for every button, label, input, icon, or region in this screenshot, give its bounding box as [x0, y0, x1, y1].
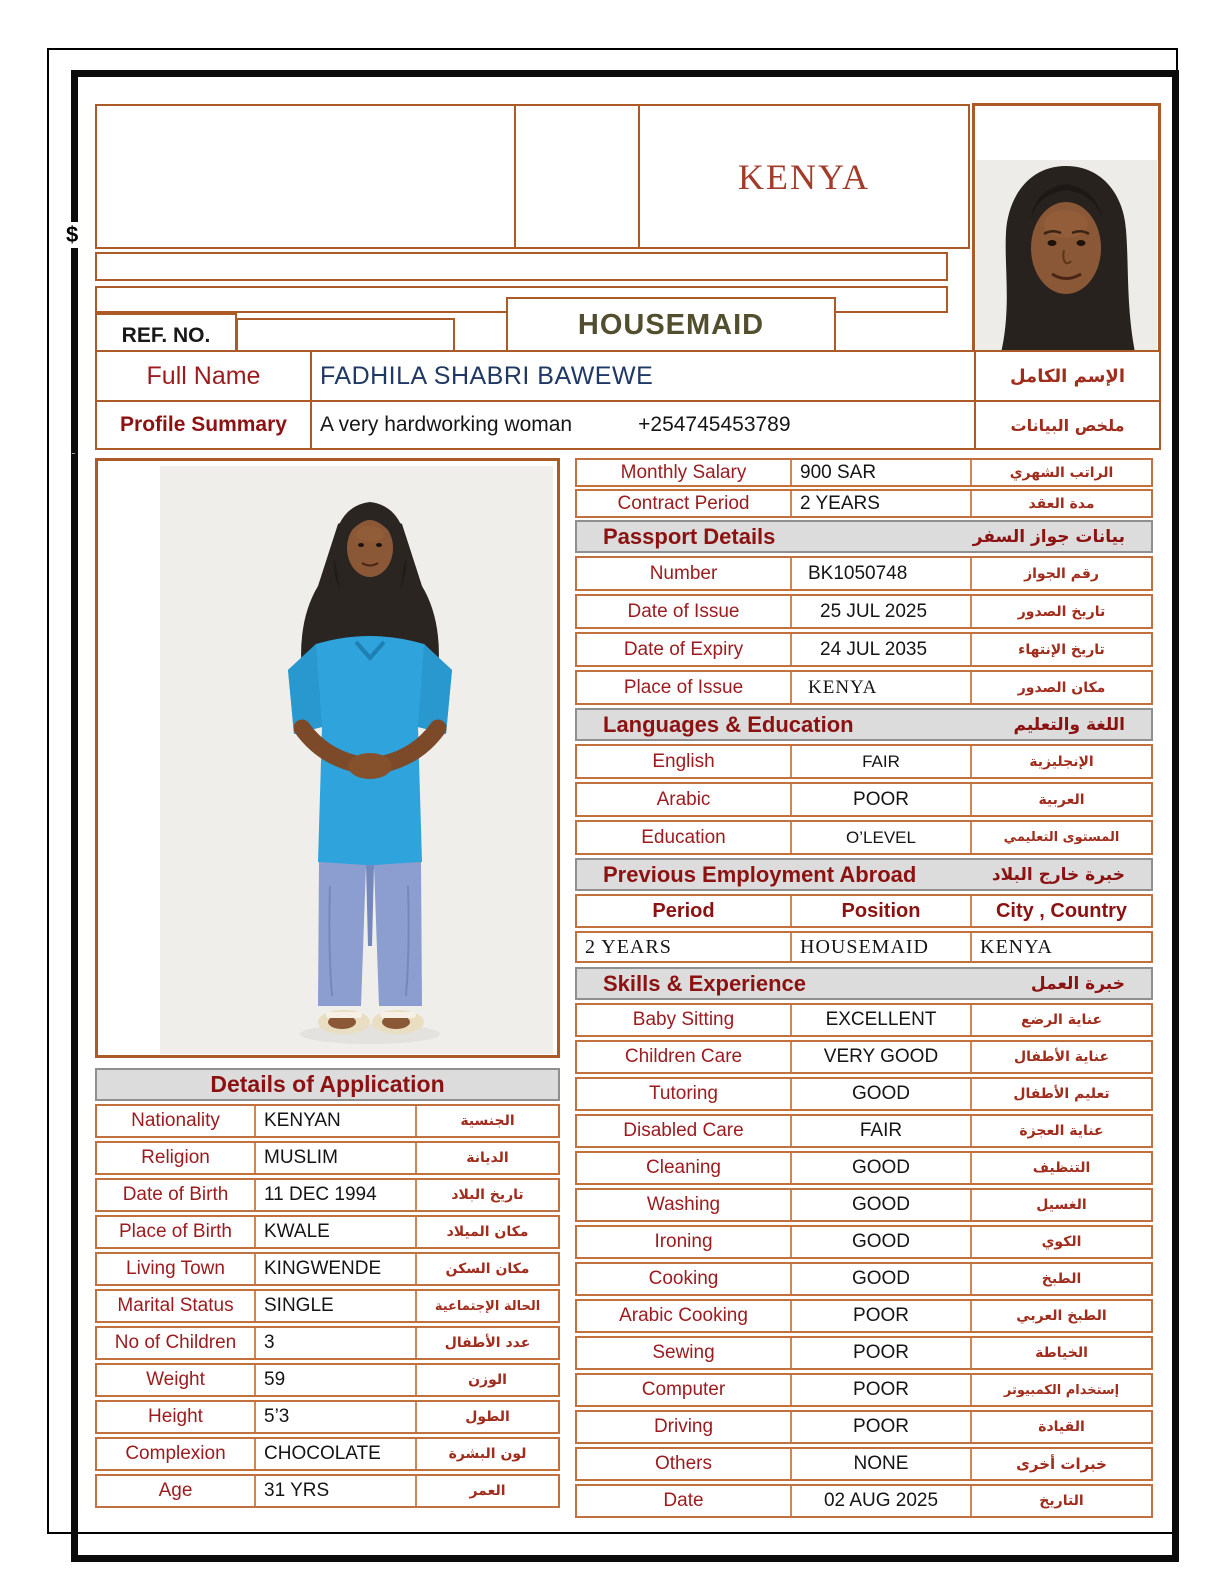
row-label: Religion	[141, 1147, 210, 1168]
full-name-value: FADHILA SHABRI BAWEWE	[310, 352, 974, 400]
ref-no-label: REF. NO.	[121, 323, 211, 347]
row-value: GOOD	[790, 1079, 970, 1109]
row-value: POOR	[790, 1412, 970, 1442]
employment-city-value: KENYA	[970, 933, 1151, 961]
row-arabic-label: عناية العجزة	[970, 1116, 1151, 1146]
row-arabic-label: مكان السكن	[415, 1254, 558, 1284]
row-value: 5’3	[254, 1402, 415, 1432]
table-row-disabled-care	[575, 1114, 1153, 1148]
row-arabic-label: الراتب الشهري	[970, 460, 1151, 485]
table-row-date-of-issue	[575, 594, 1153, 629]
row-arabic-label: تاريخ البلاد	[415, 1180, 558, 1210]
table-row-arabic-cooking	[575, 1299, 1153, 1333]
row-value: KENYAN	[254, 1106, 415, 1136]
table-row-children-care	[575, 1040, 1153, 1074]
row-arabic-label: مدة العقد	[970, 491, 1151, 516]
table-row-sewing	[575, 1336, 1153, 1370]
profile-summary-row	[97, 400, 1159, 448]
row-arabic-label: رقم الجواز	[970, 558, 1151, 589]
row-arabic-label: الكوي	[970, 1227, 1151, 1257]
profile-summary-value-cell	[310, 402, 974, 448]
row-label: Driving	[653, 1416, 714, 1437]
row-label: Place of Birth	[119, 1221, 232, 1242]
details-of-application-table	[95, 1068, 560, 1511]
row-value: MUSLIM	[254, 1143, 415, 1173]
header-empty-box-middle	[514, 104, 640, 249]
skills-section-title-arabic: خبرة العمل	[1030, 973, 1125, 994]
row-arabic-label: الطبخ العربي	[970, 1301, 1151, 1331]
headshot-illustration	[976, 160, 1157, 357]
profile-summary-label: Profile Summary	[120, 413, 287, 436]
table-row-marital-status	[95, 1289, 560, 1323]
row-value: 31 YRS	[254, 1476, 415, 1506]
row-label: Complexion	[125, 1443, 226, 1464]
row-label: Height	[148, 1406, 203, 1427]
row-label: Others	[654, 1453, 713, 1474]
row-value: 11 DEC 1994	[254, 1180, 415, 1210]
row-arabic-label: الطول	[415, 1402, 558, 1432]
row-label: Tutoring	[649, 1083, 718, 1104]
passport-section-header	[575, 520, 1153, 553]
row-value: NONE	[790, 1449, 970, 1479]
row-label: Weight	[146, 1369, 205, 1390]
profile-phone-number: +254745453789	[638, 413, 791, 436]
row-label: Children Care	[624, 1046, 743, 1067]
row-arabic-label: الخياطة	[970, 1338, 1151, 1368]
row-label: Place of Issue	[623, 676, 744, 698]
profile-summary-value: A very hardworking woman	[320, 413, 573, 436]
row-value: 59	[254, 1365, 415, 1395]
table-row-place-of-birth	[95, 1215, 560, 1249]
row-arabic-label: العمر	[415, 1476, 558, 1506]
position-title: HOUSEMAID	[577, 309, 765, 341]
row-value: 3	[254, 1328, 415, 1358]
languages-section-title-arabic: اللغة والتعليم	[1013, 714, 1125, 735]
employment-section-title: Previous Employment Abroad	[603, 861, 917, 887]
table-row-monthly-salary	[575, 458, 1153, 487]
row-value: GOOD	[790, 1190, 970, 1220]
table-row-date-of-birth	[95, 1178, 560, 1212]
identity-table	[95, 350, 1161, 450]
row-label: Ironing	[654, 1231, 713, 1252]
row-label: Washing	[646, 1194, 721, 1215]
full-name-arabic-label: الإسم الكامل	[974, 352, 1159, 400]
row-value: 02 AUG 2025	[790, 1486, 970, 1516]
skills-section-header	[575, 967, 1153, 1000]
row-arabic-label: عناية الأطفال	[970, 1042, 1151, 1072]
row-label: Cleaning	[646, 1157, 721, 1178]
country-title-box	[638, 104, 970, 249]
row-arabic-label: الغسيل	[970, 1190, 1151, 1220]
row-arabic-label: القيادة	[970, 1412, 1151, 1442]
row-label: Arabic	[656, 788, 711, 810]
row-value: 900 SAR	[790, 460, 970, 485]
row-arabic-label: الديانة	[415, 1143, 558, 1173]
row-label: Living Town	[126, 1258, 225, 1279]
employment-position-value: HOUSEMAID	[790, 933, 970, 961]
row-arabic-label: التنظيف	[970, 1153, 1151, 1183]
table-row-education	[575, 820, 1153, 855]
profile-summary-arabic-label: ملخص البيانات	[974, 402, 1159, 448]
row-arabic-label: الطبخ	[970, 1264, 1151, 1294]
table-row-religion	[95, 1141, 560, 1175]
row-arabic-label: الوزن	[415, 1365, 558, 1395]
table-row-date	[575, 1484, 1153, 1518]
row-arabic-label: إستخدام الكمبيوتر	[970, 1375, 1151, 1405]
skills-section-title: Skills & Experience	[603, 970, 806, 996]
dollar-artifact-mark: $	[66, 222, 79, 247]
full-name-label: Full Name	[146, 361, 261, 390]
employment-position-header: Position	[790, 896, 970, 926]
row-value: KWALE	[254, 1217, 415, 1247]
headshot-photo-box	[972, 103, 1161, 361]
headshot-photo	[976, 160, 1157, 357]
row-value: SINGLE	[254, 1291, 415, 1321]
row-label: Date of Birth	[122, 1184, 229, 1205]
row-value: GOOD	[790, 1227, 970, 1257]
table-row-nationality	[95, 1104, 560, 1138]
row-arabic-label: تعليم الأطفال	[970, 1079, 1151, 1109]
row-arabic-label: الحالة الإجتماعية	[415, 1291, 558, 1321]
row-label: Contract Period	[617, 492, 750, 514]
row-label: Age	[158, 1480, 193, 1501]
employment-city-header: City , Country	[970, 896, 1151, 926]
row-label: Computer	[641, 1379, 726, 1400]
row-value: POOR	[790, 1338, 970, 1368]
table-row-baby-sitting	[575, 1003, 1153, 1037]
row-value: POOR	[790, 784, 970, 815]
row-arabic-label: الإنجليزية	[970, 746, 1151, 777]
table-row-age	[95, 1474, 560, 1508]
row-label: Sewing	[652, 1342, 715, 1363]
employment-section-title-arabic: خبرة خارج البلاد	[991, 864, 1125, 885]
position-title-box	[506, 297, 836, 354]
row-value: CHOCOLATE	[254, 1439, 415, 1469]
table-row-computer	[575, 1373, 1153, 1407]
row-label: Date of Issue	[627, 600, 740, 622]
employment-period-header: Period	[652, 899, 715, 922]
row-value: 24 JUL 2035	[790, 634, 970, 665]
row-value: POOR	[790, 1375, 970, 1405]
row-value: VERY GOOD	[790, 1042, 970, 1072]
row-value: O’LEVEL	[790, 822, 970, 853]
table-row-others	[575, 1447, 1153, 1481]
row-arabic-label: عدد الأطفال	[415, 1328, 558, 1358]
row-arabic-label: لون البشرة	[415, 1439, 558, 1469]
row-arabic-label: العربية	[970, 784, 1151, 815]
employment-values-row	[575, 931, 1153, 963]
row-arabic-label: مكان الميلاد	[415, 1217, 558, 1247]
row-value: EXCELLENT	[790, 1005, 970, 1035]
row-arabic-label: عناية الرضع	[970, 1005, 1151, 1035]
row-label: No of Children	[114, 1332, 237, 1353]
languages-section-header	[575, 708, 1153, 741]
languages-section-title: Languages & Education	[603, 711, 854, 737]
row-label: Number	[649, 562, 718, 584]
row-value: POOR	[790, 1301, 970, 1331]
row-arabic-label: التاريخ	[970, 1486, 1151, 1516]
table-row-cleaning	[575, 1151, 1153, 1185]
table-row-washing	[575, 1188, 1153, 1222]
table-row-ironing	[575, 1225, 1153, 1259]
employment-period-value: 2 YEARS	[585, 935, 672, 958]
stray-artifact-mark: ـ	[72, 446, 75, 457]
passport-section-title: Passport Details	[603, 523, 776, 549]
row-arabic-label: خبرات أخرى	[970, 1449, 1151, 1479]
details-section-title: Details of Application	[210, 1071, 445, 1097]
table-row-no-of-children	[95, 1326, 560, 1360]
row-value: FAIR	[790, 746, 970, 777]
row-arabic-label: تاريخ الصدور	[970, 596, 1151, 627]
full-name-row	[97, 352, 1159, 400]
row-value: FAIR	[790, 1116, 970, 1146]
row-label: Date of Expiry	[623, 638, 744, 660]
table-row-cooking	[575, 1262, 1153, 1296]
row-arabic-label: المستوى التعليمي	[970, 822, 1151, 853]
row-label: Baby Sitting	[632, 1009, 735, 1030]
table-row-english	[575, 744, 1153, 779]
row-label: Monthly Salary	[620, 461, 747, 483]
table-row-date-of-expiry	[575, 632, 1153, 667]
row-label: Arabic Cooking	[619, 1305, 748, 1326]
row-label: English	[652, 750, 715, 772]
table-row-complexion	[95, 1437, 560, 1471]
table-row-driving	[575, 1410, 1153, 1444]
table-row-height	[95, 1400, 560, 1434]
employment-section-header	[575, 858, 1153, 891]
row-value: KENYA	[790, 672, 970, 703]
table-row-living-town	[95, 1252, 560, 1286]
header-empty-box-left	[95, 104, 516, 249]
full-body-illustration	[160, 466, 553, 1054]
row-label: Date	[663, 1490, 704, 1511]
row-value: GOOD	[790, 1153, 970, 1183]
row-value: 2 YEARS	[790, 491, 970, 516]
passport-section-title-arabic: بيانات جواز السفر	[972, 526, 1125, 547]
row-arabic-label: تاريخ الإنتهاء	[970, 634, 1151, 665]
row-label: Marital Status	[117, 1295, 234, 1316]
table-row-tutoring	[575, 1077, 1153, 1111]
row-value: KINGWENDE	[254, 1254, 415, 1284]
country-title: KENYA	[738, 156, 870, 197]
row-value: GOOD	[790, 1264, 970, 1294]
details-section-header	[95, 1068, 560, 1101]
row-label: Disabled Care	[623, 1120, 744, 1141]
table-row-place-of-issue	[575, 670, 1153, 705]
row-value: 25 JUL 2025	[790, 596, 970, 627]
table-row-passport-number	[575, 556, 1153, 591]
table-row-arabic	[575, 782, 1153, 817]
header-strip-row-1	[95, 252, 948, 281]
table-row-weight	[95, 1363, 560, 1397]
row-value: BK1050748	[790, 558, 970, 589]
employment-columns-row	[575, 894, 1153, 928]
row-label: Cooking	[648, 1268, 719, 1289]
full-body-photo-box	[95, 458, 560, 1058]
row-arabic-label: مكان الصدور	[970, 672, 1151, 703]
full-body-photo	[160, 466, 553, 1054]
row-label: Nationality	[131, 1110, 220, 1131]
cv-main-table	[575, 458, 1153, 1521]
row-arabic-label: الجنسية	[415, 1106, 558, 1136]
row-label: Education	[641, 826, 726, 848]
table-row-contract-period	[575, 489, 1153, 518]
